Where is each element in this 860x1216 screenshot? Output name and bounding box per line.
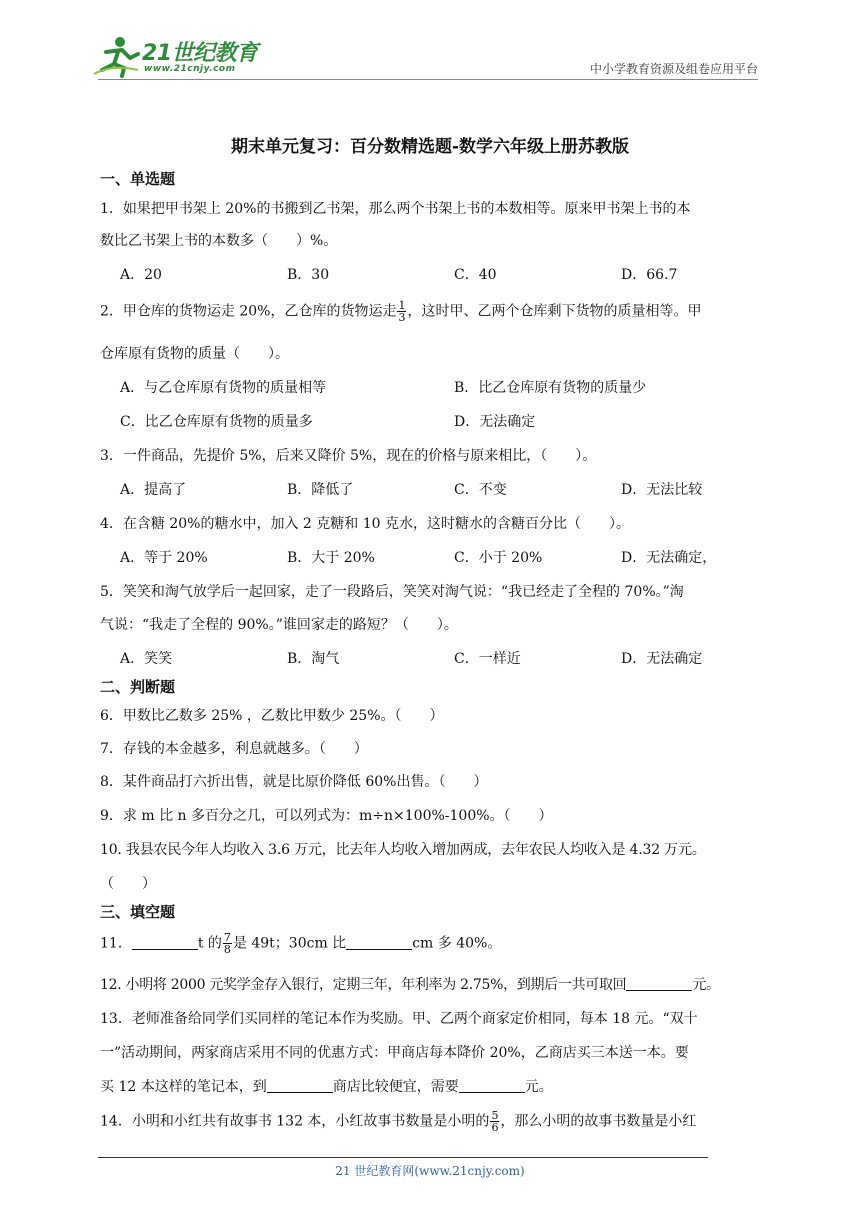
q3-option-c[interactable]: C．不变 — [454, 482, 507, 498]
q2-text-a: 2．甲仓库的货物运走 20%，乙仓库的货物运走 — [100, 303, 397, 320]
q6-line: 6．甲数比乙数多 25% ，乙数比甲数少 25%。（ ） — [100, 708, 444, 724]
q3-option-b[interactable]: B．降低了 — [287, 482, 354, 498]
fraction-denominator: 3 — [398, 311, 406, 324]
q10-line1: 10. 我县农民今年人均收入 3.6 万元，比去年人均收入增加两成，去年农民人均收入是 4.32 万元。 — [100, 842, 706, 858]
site-logo — [92, 34, 272, 78]
fraction — [223, 932, 232, 955]
q2-line1 — [100, 300, 760, 323]
q3-option-a[interactable]: A．提高了 — [120, 482, 187, 498]
q5-option-a[interactable]: A．笑笑 — [120, 651, 173, 667]
q9-line: 9．求 m 比 n 多百分之几，可以列式为：m÷n×100%-100%。（ ） — [100, 808, 553, 824]
q13-line3 — [100, 1076, 760, 1096]
header-platform-text: 中小学教育资源及组卷应用平台 — [589, 62, 758, 76]
q4-option-c[interactable]: C．小于 20% — [454, 550, 543, 566]
answer-blank[interactable] — [346, 935, 412, 950]
section-heading-single-choice: 一、单选题 — [100, 170, 176, 188]
q5-option-b[interactable]: B．淘气 — [287, 651, 340, 667]
q14-text-1: 14．小明和小红共有故事书 132 本，小红故事书数量是小明的 — [100, 1113, 490, 1130]
q1-option-d[interactable]: D．66.7 — [621, 267, 678, 283]
q1-line2: 数比乙书架上书的本数多（ ）%。 — [100, 233, 338, 249]
answer-blank[interactable] — [626, 976, 692, 991]
section-heading-true-false: 二、判断题 — [100, 678, 176, 696]
q12-text-1: 12. 小明将 2000 元奖学金存入银行，定期三年，年利率为 2.75%，到期后一共可取回 — [100, 977, 627, 993]
fraction-numerator: 7 — [223, 931, 231, 944]
q11-line — [100, 932, 760, 955]
q1-option-b[interactable]: B．30 — [287, 267, 330, 283]
answer-blank[interactable] — [132, 935, 198, 950]
q11-number: 11． — [100, 935, 132, 952]
q1-line1: 1．如果把甲书架上 20%的书搬到乙书架，那么两个书架上书的本数相等。原来甲书架上书的本 — [100, 201, 691, 217]
q13-line2: 一”活动期间，两家商店采用不同的优惠方式：甲商店每本降价 20%，乙商店买三本送一本。要 — [100, 1045, 689, 1061]
q5-option-d[interactable]: D．无法确定 — [621, 651, 703, 667]
header-divider — [98, 79, 758, 80]
q11-text-1: t 的 — [197, 935, 222, 952]
q14-line — [100, 1110, 760, 1133]
q13-text-a: 买 12 本这样的笔记本，到 — [100, 1079, 267, 1095]
answer-blank[interactable] — [267, 1078, 333, 1093]
page-title: 期末单元复习：百分数精选题-数学六年级上册苏教版 — [230, 137, 630, 157]
q1-option-a[interactable]: A．20 — [120, 267, 162, 283]
q4-option-b[interactable]: B．大于 20% — [287, 550, 375, 566]
q4-line1: 4．在含糖 20%的糖水中，加入 2 克糖和 10 克水，这时糖水的含糖百分比（ ）。 — [100, 516, 630, 532]
q2-line2: 仓库原有货物的质量（ ）。 — [100, 346, 289, 362]
q14-text-2: ，那么小明的故事书数量是小红 — [500, 1113, 697, 1130]
fraction-numerator: 5 — [491, 1109, 499, 1122]
q2-option-b[interactable]: B．比乙仓库原有货物的质量少 — [454, 380, 647, 396]
fraction-denominator: 8 — [223, 943, 231, 956]
q3-option-d[interactable]: D．无法比较 — [621, 482, 703, 498]
q4-option-d[interactable]: D．无法确定， — [621, 550, 717, 566]
q4-option-a[interactable]: A．等于 20% — [120, 550, 208, 566]
runner-logo-icon — [92, 34, 142, 78]
q10-line2: （ ） — [100, 876, 156, 892]
fraction-numerator: 1 — [398, 299, 406, 312]
q5-line2: 气说：“我走了全程的 90%。”谁回家走的路短？（ ）。 — [100, 617, 458, 633]
fraction — [397, 300, 406, 323]
q5-line1: 5．笑笑和淘气放学后一起回家，走了一段路后，笑笑对淘气说：“我已经走了全程的 70%。”淘 — [100, 584, 684, 600]
q2-option-a[interactable]: A．与乙仓库原有货物的质量相等 — [120, 380, 327, 396]
q12-text-2: 元。 — [692, 977, 720, 993]
q1-option-c[interactable]: C．40 — [454, 267, 497, 283]
answer-blank[interactable] — [459, 1078, 525, 1093]
q11-text-3: cm 多 40%。 — [412, 935, 502, 952]
q11-text-2: 是 49t；30cm 比 — [232, 935, 347, 952]
q12-line — [100, 974, 760, 994]
q5-option-c[interactable]: C．一样近 — [454, 651, 521, 667]
q13-line1: 13．老师准备给同学们买同样的笔记本作为奖励。甲、乙两个商家定价相同，每本 18 元。“双十 — [100, 1011, 698, 1027]
q13-text-b: 商店比较便宜，需要 — [332, 1079, 459, 1095]
q7-line: 7．存钱的本金越多，利息就越多。（ ） — [100, 741, 368, 757]
q8-line: 8．某件商品打六折出售，就是比原价降低 60%出售。（ ） — [100, 774, 488, 790]
logo-url: www.21cnjy.com — [144, 64, 236, 74]
section-heading-fill-blank: 三、填空题 — [100, 903, 176, 921]
q13-text-c: 元。 — [524, 1079, 553, 1095]
footer-text[interactable]: 21 世纪教育网(www.21cnjy.com) — [335, 1164, 525, 1178]
q2-option-d[interactable]: D．无法确定 — [454, 414, 536, 430]
q2-option-c[interactable]: C．比乙仓库原有货物的质量多 — [120, 414, 313, 430]
page-header — [0, 0, 860, 80]
q3-line1: 3．一件商品，先提价 5%，后来又降价 5%，现在的价格与原来相比，（ ）。 — [100, 448, 597, 464]
fraction-denominator: 6 — [491, 1121, 499, 1134]
footer-divider — [98, 1157, 708, 1158]
q2-text-b: ，这时甲、乙两个仓库剩下货物的质量相等。甲 — [407, 303, 702, 320]
fraction — [490, 1110, 499, 1133]
logo-text: 21世纪教育 — [142, 41, 258, 66]
